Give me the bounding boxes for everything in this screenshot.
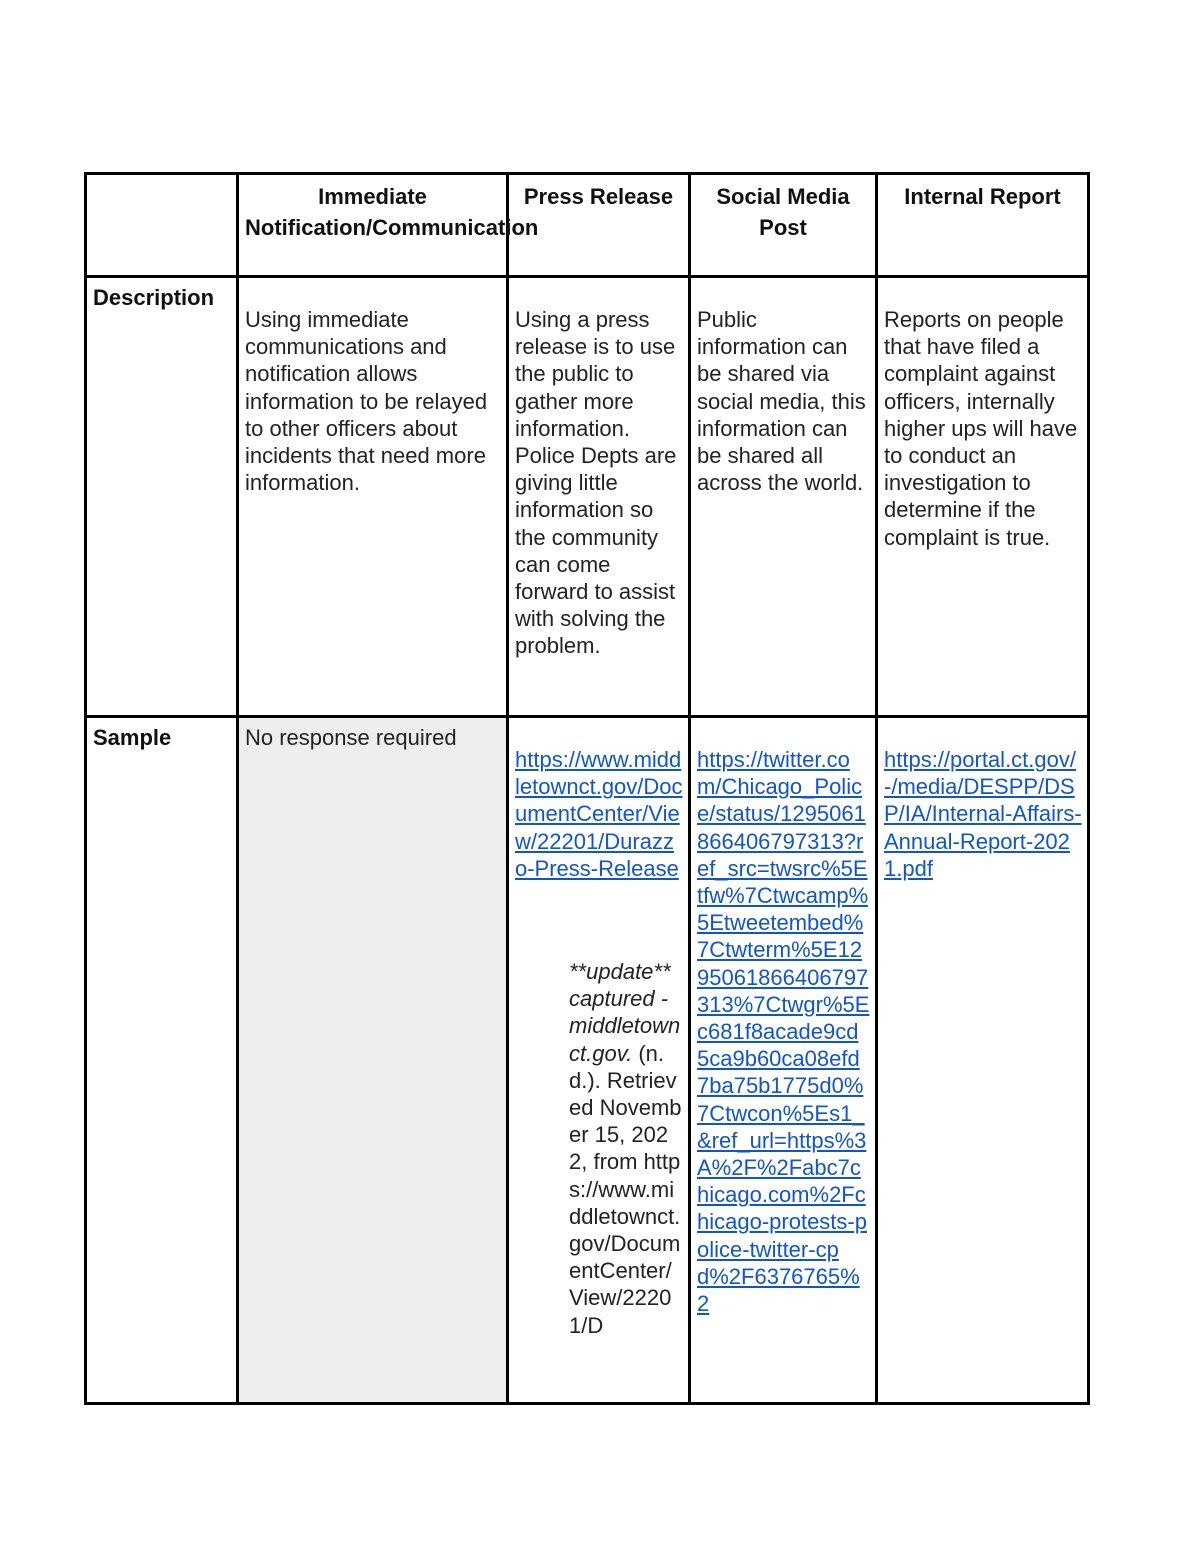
header-cell-immediate xyxy=(238,174,539,277)
description-press-release-text: Using a press release is to use the public to gather more information. Police Depts are giving little information so the community can come forward to assist with solving the problem. xyxy=(515,307,677,659)
sample-label: Sample xyxy=(93,725,172,750)
description-internal-report-cell xyxy=(877,277,1089,717)
sample-label-cell xyxy=(86,717,238,1404)
comparison-table xyxy=(84,172,1090,1405)
sample-internal-report-cell xyxy=(877,717,1089,1404)
sample-press-release-cell xyxy=(508,717,690,1404)
description-label-cell xyxy=(86,277,238,717)
sample-social-media-cell xyxy=(690,717,877,1404)
social-media-link[interactable]: https://twitter.com/Chicago_Police/status/1295061866406797313?ref_src=twsrc%5Etfw%7Ctwcamp%5Etweetembed%7Ctwterm%5E1295061866406797313%7Ctwgr%5Ec681f8acade9cd5ca9b60ca08efd7ba75b1775d0%7Ctwcon%5Es1_&ref_url=https%3A%2F%2Fabc7chicago.com%2Fchicago-protests-police-twitter-cpd%2F6376765%2 xyxy=(697,747,870,1317)
citation-note-rest: (n.d.). Retrieved November 15, 2022, from https://www.middletownct.gov/DocumentCenter/View/22201/D xyxy=(569,1040,682,1338)
press-release-link[interactable]: https://www.middletownct.gov/DocumentCenter/View/22201/Durazzo-Press-Release xyxy=(515,747,683,881)
header-empty-label xyxy=(87,175,236,181)
header-cell-social-media xyxy=(690,174,877,277)
description-social-media-cell xyxy=(690,277,877,717)
header-immediate-label: Immediate Notification/Communication xyxy=(245,184,539,240)
description-immediate-text: Using immediate communications and notification allows information to be relayed to other officers about incidents that need more information. xyxy=(245,307,488,496)
description-immediate-cell xyxy=(238,277,508,717)
sample-immediate-cell xyxy=(238,717,508,1404)
header-social-media-label: Social Media Post xyxy=(716,184,850,240)
description-label: Description xyxy=(93,285,215,310)
sample-row xyxy=(86,717,1089,1404)
sample-immediate-text: No response required xyxy=(245,725,457,750)
header-cell-empty xyxy=(86,174,238,277)
header-row xyxy=(86,174,1089,277)
description-internal-report-text: Reports on people that have filed a complaint against officers, internally higher ups will have to conduct an investigation to determine if the complaint is true. xyxy=(884,307,1078,550)
header-internal-report-label: Internal Report xyxy=(904,184,1061,209)
description-social-media-text: Public information can be shared via social media, this information can be shared all across the world. xyxy=(697,307,866,496)
header-cell-internal-report xyxy=(877,174,1089,277)
header-press-release-label: Press Release xyxy=(523,184,674,209)
description-press-release-cell xyxy=(508,277,690,717)
internal-report-link[interactable]: https://portal.ct.gov/-/media/DESPP/DSP/IA/Internal-Affairs-Annual-Report-2021.pdf xyxy=(884,747,1082,881)
citation-note-italic: **update** captured - middletownct.gov. xyxy=(569,959,681,1066)
description-row xyxy=(86,277,1089,717)
press-release-citation-note xyxy=(569,958,683,1358)
